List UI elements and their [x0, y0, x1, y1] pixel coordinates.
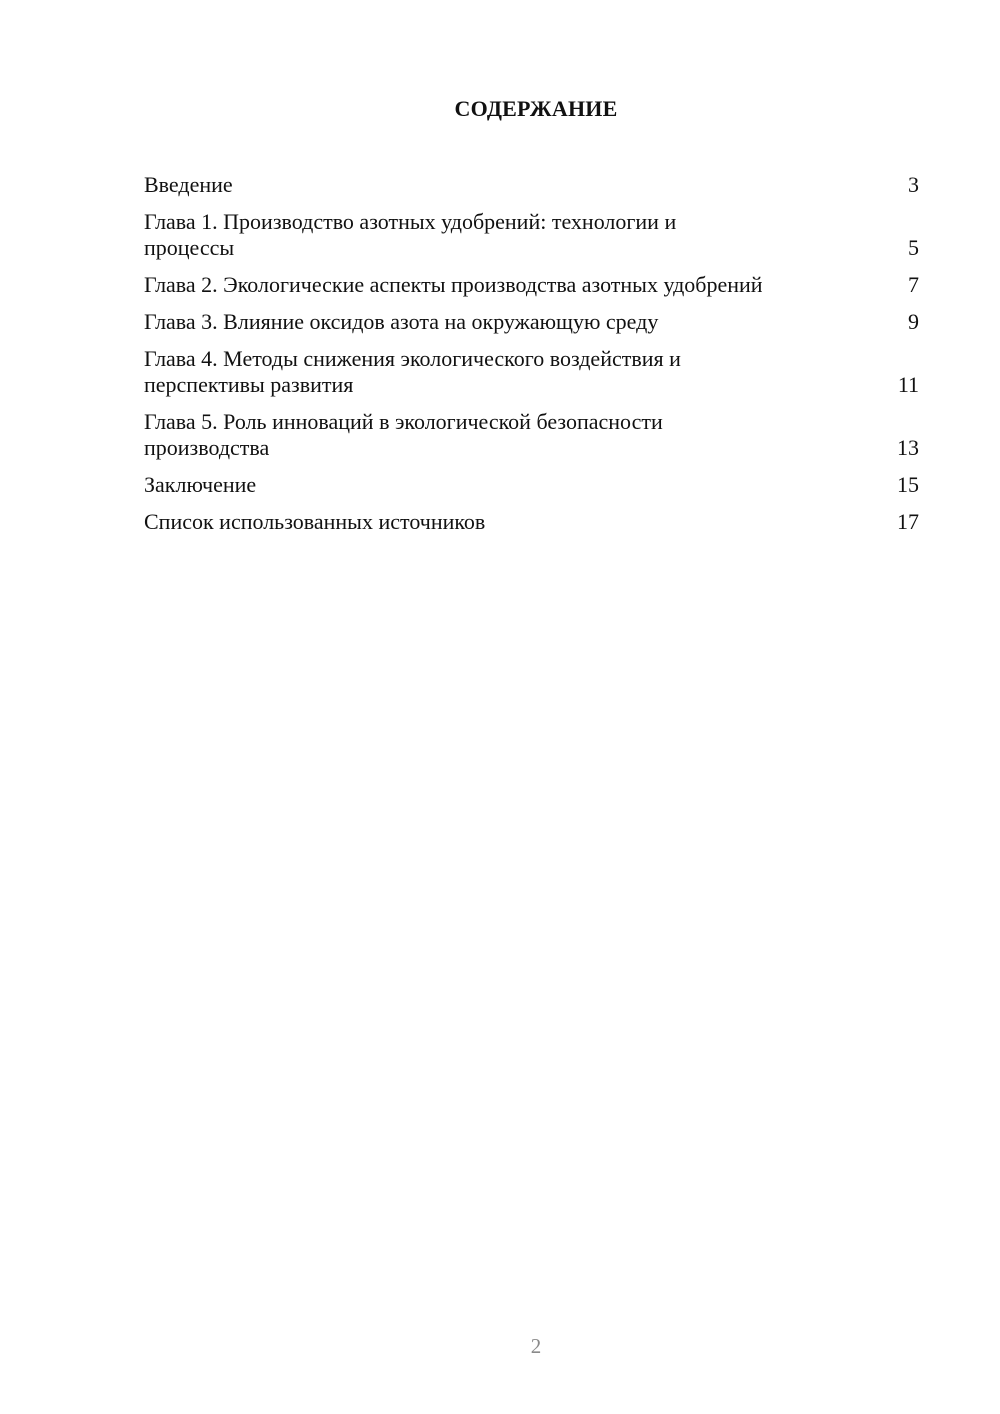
- toc-entry-chapter-2: [144, 272, 919, 298]
- toc-entry-text: Глава 1. Производство азотных удобрений: технологии и процессы: [144, 209, 677, 260]
- toc-entry-references: [144, 509, 919, 535]
- toc-entry-page: 11: [897, 372, 919, 397]
- toc-entry-text: Глава 2. Экологические аспекты производства азотных удобрений: [144, 272, 763, 297]
- toc-entry-text: Введение: [144, 172, 233, 197]
- toc-entry-introduction: [144, 172, 919, 198]
- toc-entry-page: 5: [908, 235, 919, 260]
- toc-entry-page: 15: [897, 472, 919, 497]
- toc-entry-text: Глава 3. Влияние оксидов азота на окружающую среду: [144, 309, 659, 334]
- toc-entry-page: 17: [897, 509, 919, 534]
- toc-entry-text: Глава 5. Роль инноваций в экологической безопасности производства: [144, 409, 663, 460]
- toc-title: СОДЕРЖАНИЕ: [454, 96, 618, 121]
- toc-entry-page: 9: [908, 309, 919, 334]
- toc-entry-page: 7: [908, 272, 919, 297]
- toc-entry-text: Заключение: [144, 472, 257, 497]
- toc-entry-chapter-3: [144, 309, 919, 335]
- table-of-contents: [144, 172, 919, 546]
- page-number: 2: [530, 1334, 542, 1358]
- toc-entry-conclusion: [144, 472, 919, 498]
- toc-entry-chapter-5: [144, 409, 919, 461]
- toc-entry-text: Глава 4. Методы снижения экологического воздействия и перспективы развития: [144, 346, 681, 397]
- toc-entry-page: 3: [908, 172, 919, 197]
- toc-entry-page: 13: [897, 435, 919, 460]
- toc-entry-text: Список использованных источников: [144, 509, 486, 534]
- toc-entry-chapter-1: [144, 209, 919, 261]
- toc-entry-chapter-4: [144, 346, 919, 398]
